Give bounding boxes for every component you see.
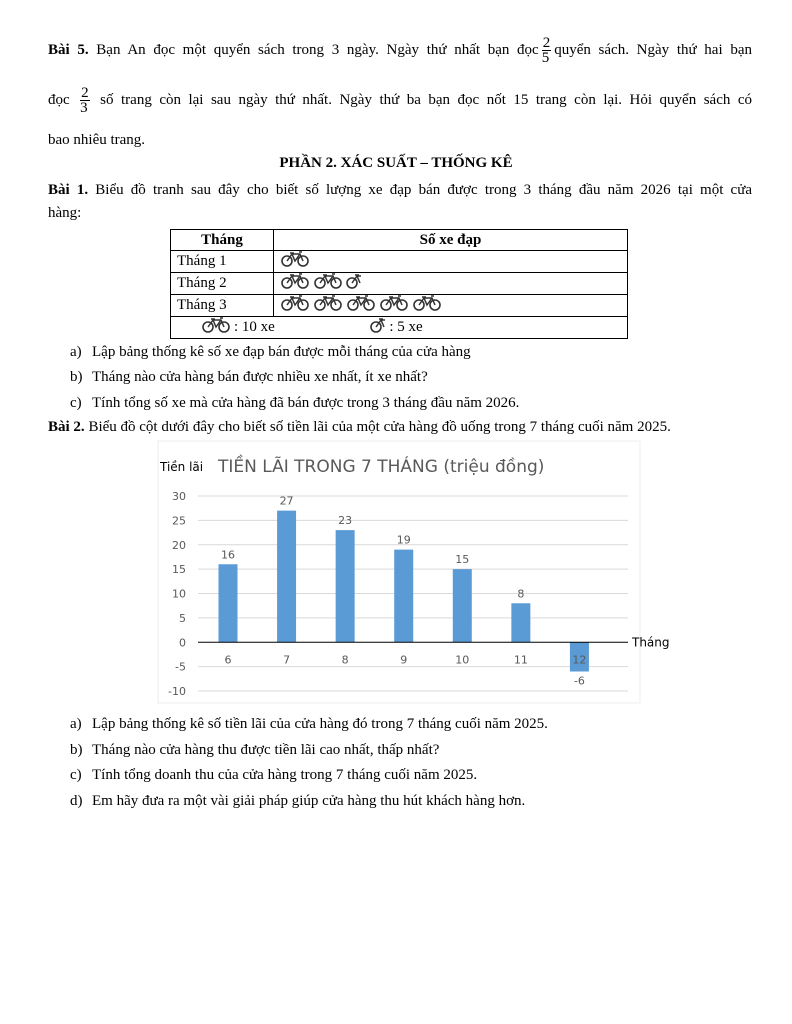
frac-denominator: 3 (80, 100, 88, 116)
pictograph-row (171, 273, 628, 295)
bicycle-icon (379, 295, 409, 316)
y-tick-label: -10 (168, 685, 186, 698)
bar (277, 511, 296, 643)
question-text: Tính tổng doanh thu của cửa hàng trong 7 tháng cuối năm 2025. (92, 767, 478, 783)
question-label: d) (70, 793, 83, 809)
pictograph-row (171, 251, 628, 273)
fraction-2-3 (80, 86, 90, 115)
y-tick-label: 0 (179, 636, 186, 650)
x-tick-label: 6 (224, 653, 232, 667)
question-text: Tính tổng số xe mà cửa hàng đã bán được trong 3 tháng đầu năm 2026. (92, 395, 520, 411)
y-tick-label: 20 (172, 538, 186, 552)
row-month: Tháng 1 (171, 251, 274, 273)
bai2-question-a (70, 715, 548, 733)
x-tick-label: 12 (572, 653, 587, 667)
row-month: Tháng 2 (171, 273, 274, 295)
bai1-text2: hàng: (48, 205, 82, 221)
bai2-label: Bài 2. (48, 419, 85, 435)
legend-full-text: : 10 xe (234, 318, 275, 335)
pictograph-row (171, 295, 628, 317)
frac-denominator: 5 (541, 50, 550, 66)
bai5-label: Bài 5. (48, 41, 89, 58)
bar (336, 530, 355, 642)
bar (394, 550, 413, 643)
bai2-text: Biểu đồ cột dưới đây cho biết số tiền lãi của một cửa hàng đồ uống trong 7 tháng cuối năm 2025. (88, 419, 671, 435)
legend-cell (171, 317, 628, 339)
frac-numerator: 2 (542, 35, 551, 51)
bai1-question-a (70, 343, 471, 361)
question-label: a) (70, 344, 82, 360)
bai1-question-b (70, 368, 428, 386)
bai2-question-c (70, 766, 477, 784)
bai1-line1 (48, 181, 752, 199)
x-axis-label: Tháng (632, 635, 670, 650)
x-tick-label: 7 (283, 653, 291, 667)
bai5-line2 (48, 86, 752, 115)
bai1-question-c (70, 394, 519, 412)
bai2-line1 (48, 418, 671, 436)
y-axis-label: Tiền lãi (160, 460, 204, 474)
bai5-line1 (48, 36, 752, 65)
bicycle-icon (280, 295, 310, 316)
half-bicycle-icon (370, 317, 386, 338)
bicycle-icon (313, 295, 343, 316)
bar (219, 564, 238, 642)
question-text: Em hãy đưa ra một vài giải pháp giúp cửa hàng thu hút khách hàng hơn. (92, 793, 526, 809)
y-tick-label: 25 (172, 514, 186, 528)
bai5-text4: số trang còn lại sau ngày thứ nhất. Ngày thứ ba bạn đọc nốt 15 trang còn lại. Hỏi quyển sách có (100, 91, 753, 108)
legend-half-text: : 5 xe (389, 318, 423, 335)
row-month: Tháng 3 (171, 295, 274, 317)
x-tick-label: 11 (513, 653, 528, 667)
bicycle-icon (280, 251, 310, 272)
chart-title: TIỀN LÃI TRONG 7 THÁNG (triệu đồng) (218, 457, 545, 477)
bar (511, 603, 530, 642)
bai2-question-b (70, 741, 439, 759)
bai1-text1: Biểu đồ tranh sau đây cho biết số lượng xe đạp bán được trong 3 tháng đầu năm 2026 tại một cửa (95, 182, 752, 198)
data-label: 8 (517, 587, 525, 601)
x-tick-label: 8 (341, 653, 349, 667)
question-text: Tháng nào cửa hàng thu được tiền lãi cao nhất, thấp nhất? (92, 742, 440, 758)
data-label: -6 (573, 674, 585, 688)
profit-bar-chart (158, 441, 670, 703)
x-tick-label: 10 (455, 653, 470, 667)
pictograph-table (170, 229, 628, 339)
question-text: Lập bảng thống kê số tiền lãi của cửa hàng đó trong 7 tháng cuối năm 2025. (92, 716, 548, 732)
question-text: Lập bảng thống kê số xe đạp bán được mỗi tháng của cửa hàng (92, 344, 471, 360)
frac-numerator: 2 (81, 85, 89, 101)
bai5-text3: đọc (48, 91, 70, 108)
fraction-2-5 (542, 36, 552, 65)
pictograph-header (171, 230, 628, 251)
bai5-text2: quyển sách. Ngày thứ hai bạn (554, 41, 752, 58)
y-tick-label: 30 (172, 490, 186, 503)
bai2-question-d (70, 792, 525, 810)
x-tick-label: 9 (400, 653, 408, 667)
data-label: 27 (279, 494, 294, 508)
half-bicycle-icon (346, 273, 362, 294)
bai5-text1: Bạn An đọc một quyển sách trong 3 ngày. Ngày thứ nhất bạn đọc (96, 41, 539, 58)
bicycle-icon (412, 295, 442, 316)
bicycle-icon (346, 295, 376, 316)
y-tick-label: 10 (172, 587, 186, 601)
data-label: 19 (396, 533, 411, 547)
question-text: Tháng nào cửa hàng bán được nhiều xe nhất, ít xe nhất? (92, 369, 428, 385)
bar (453, 569, 472, 642)
question-label: a) (70, 716, 82, 732)
question-label: c) (70, 767, 82, 783)
y-tick-label: 5 (179, 611, 186, 625)
header-month: Tháng (171, 230, 274, 251)
pictograph-legend (171, 317, 628, 339)
row-bikes (274, 273, 628, 295)
question-label: b) (70, 369, 83, 385)
y-tick-label: -5 (175, 660, 186, 674)
section-title: PHẦN 2. XÁC SUẤT – THỐNG KÊ (279, 155, 513, 171)
bicycle-icon (201, 317, 231, 338)
bai5-text5: bao nhiêu trang. (48, 132, 146, 148)
y-tick-label: 15 (172, 563, 186, 577)
question-label: c) (70, 395, 82, 411)
row-bikes (274, 251, 628, 273)
header-count: Số xe đạp (274, 230, 628, 251)
data-label: 16 (221, 548, 235, 562)
data-label: 15 (455, 553, 470, 567)
data-label: 23 (338, 514, 353, 528)
bicycle-icon (280, 273, 310, 294)
bai1-label: Bài 1. (48, 182, 89, 198)
question-label: b) (70, 742, 83, 758)
bicycle-icon (313, 273, 343, 294)
row-bikes (274, 295, 628, 317)
